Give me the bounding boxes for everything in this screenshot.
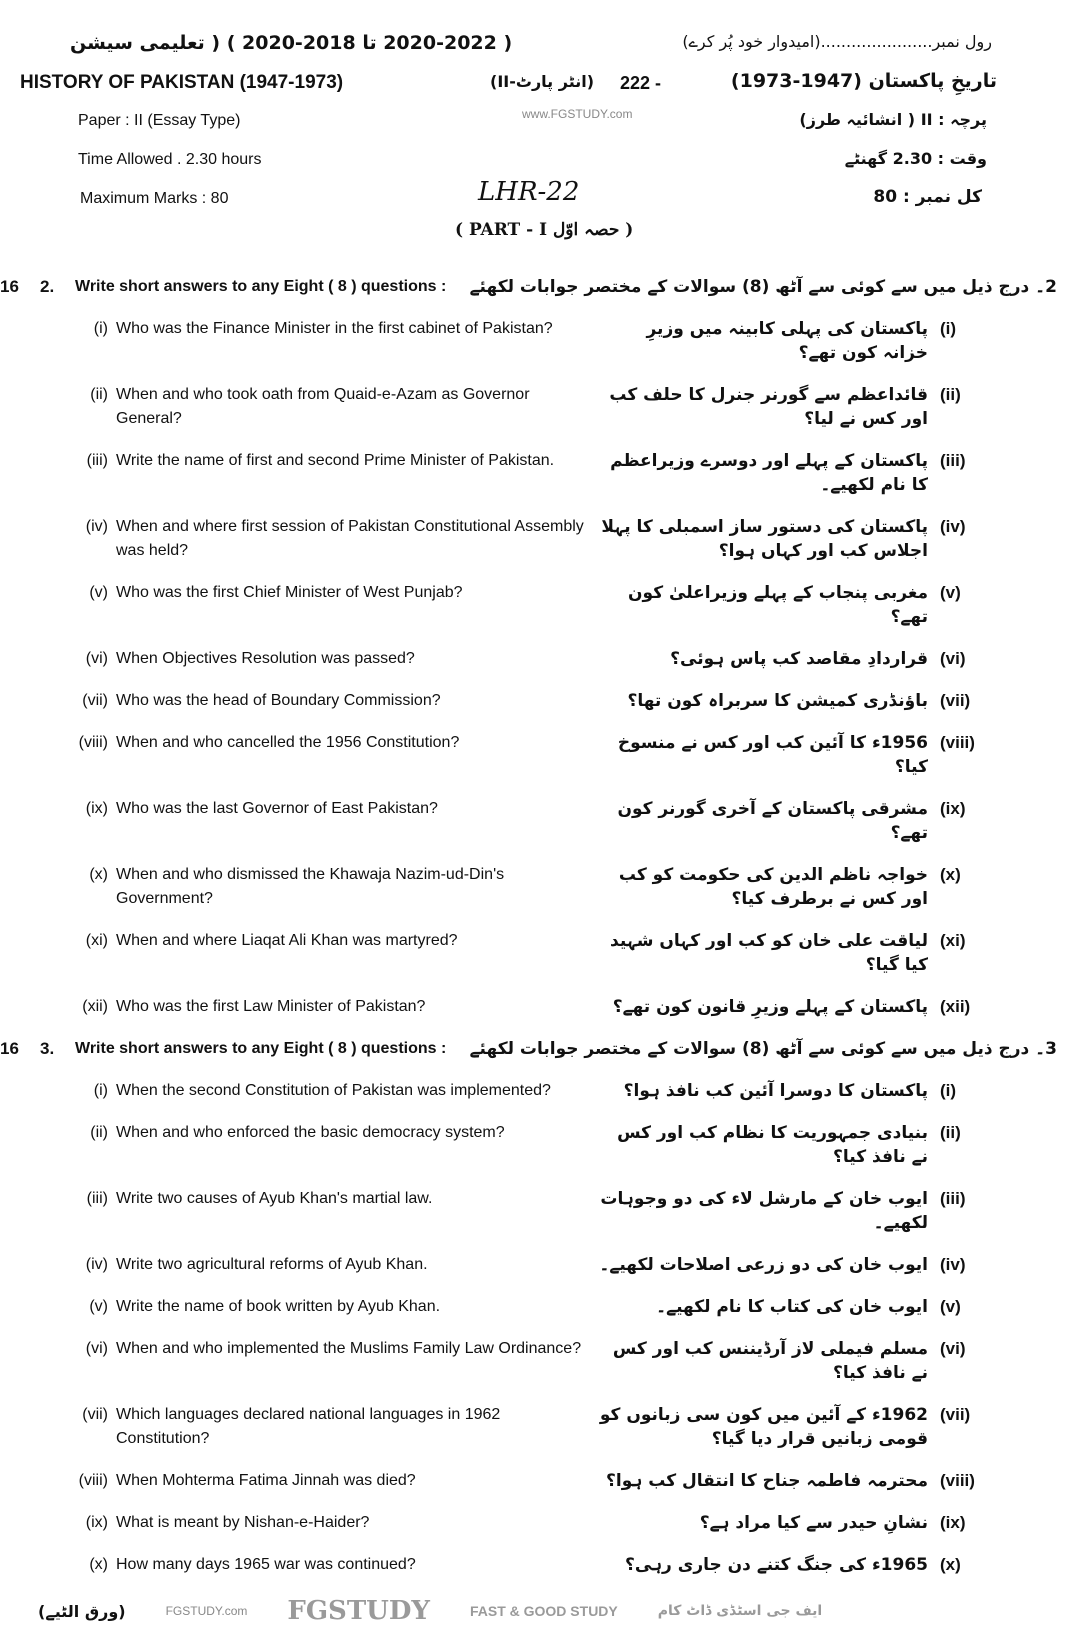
- item-number-en: (xi): [85, 932, 108, 949]
- item-text-en: When Mohterma Fatima Jinnah was died?: [116, 1472, 416, 1489]
- title-en: HISTORY OF PAKISTAN (1947-1973): [20, 72, 344, 93]
- item-text-en: Write the name of book written by Ayub Khan.: [116, 1298, 441, 1315]
- item-text-ur: لیاقت علی خان کو کب اور کہاں شہید کیا گیا؟: [610, 931, 928, 975]
- item-text-en: When Objectives Resolution was passed?: [116, 650, 415, 667]
- item-text-en: When and who enforced the basic democracy system?: [116, 1124, 505, 1141]
- item-number-en: (viii): [78, 1472, 108, 1489]
- item-text-ur: قائداعظم سے گورنر جنرل کا حلف کب اور کس نے لیا؟: [609, 385, 928, 429]
- question-item: [0, 1286, 1067, 1328]
- question-item: [0, 788, 1067, 854]
- item-text-en: When and who took oath from Quaid-e-Azam as Governor General?: [116, 386, 530, 427]
- item-number-en: (v): [89, 584, 108, 601]
- question-heading-row: [0, 1028, 1067, 1070]
- item-number-en: (iv): [85, 518, 108, 535]
- item-text-ur: پاکستان کی پہلی کابینہ میں وزیرِ خزانہ کون تھے؟: [646, 319, 928, 363]
- item-number-ur: (ix): [940, 1513, 966, 1532]
- question-item: [0, 1328, 1067, 1394]
- item-text-ur: 1965ء کی جنگ کتنے دن جاری رہی؟: [625, 1555, 928, 1575]
- item-number-ur: (vii): [940, 1405, 971, 1424]
- question-number: 2.: [40, 277, 55, 296]
- time-en: Time Allowed . 2.30 hours: [78, 151, 262, 168]
- item-text-ur: پاکستان کے پہلے وزیرِ قانون کون تھے؟: [612, 997, 928, 1017]
- question-item: [0, 1070, 1067, 1112]
- item-text-ur: پاکستان کے پہلے اور دوسرے وزیراعظم کا نام لکھیے۔: [610, 451, 928, 495]
- paper-code: 222 -: [620, 73, 662, 93]
- item-text-en: What is meant by Nishan-e-Haider?: [116, 1514, 370, 1531]
- item-number-en: (vii): [82, 692, 108, 709]
- item-text-en: Who was the Finance Minister in the first cabinet of Pakistan?: [116, 320, 553, 337]
- item-text-ur: مغربی پنجاب کے پہلے وزیراعلیٰ کون تھے؟: [628, 583, 928, 627]
- item-number-en: (x): [89, 866, 108, 883]
- site-watermark: www.FGSTUDY.com: [522, 107, 633, 121]
- item-text-en: Write the name of first and second Prime Minister of Pakistan.: [116, 452, 555, 469]
- item-number-ur: (i): [940, 1081, 957, 1100]
- session-line: ( 2020-2022 تا 2018-2020 ) ( تعلیمی سیشن: [70, 32, 513, 54]
- question-item: [0, 1460, 1067, 1502]
- item-text-ur: مسلم فیملی لاز آرڈیننس کب اور کس نے نافذ کیا؟: [612, 1339, 928, 1383]
- item-text-en: Which languages declared national languages in 1962 Constitution?: [116, 1406, 501, 1447]
- question-item: [0, 854, 1067, 920]
- item-number-en: (i): [93, 1082, 108, 1099]
- item-number-ur: (ii): [940, 385, 961, 404]
- item-number-en: (viii): [78, 734, 108, 751]
- item-text-en: When and who cancelled the 1956 Constitution?: [116, 734, 460, 751]
- item-text-ur: ایوب خان کے مارشل لاء کی دو وجوہات لکھیے۔: [600, 1189, 928, 1233]
- item-text-ur: نشانِ حیدر سے کیا مراد ہے؟: [699, 1513, 928, 1533]
- item-number-en: (ix): [85, 800, 108, 817]
- item-number-ur: (x): [940, 1555, 961, 1574]
- item-text-en: Who was the first Chief Minister of West Punjab?: [116, 584, 463, 601]
- marks-en: Maximum Marks : 80: [80, 190, 229, 207]
- question-item: [0, 1394, 1067, 1460]
- question-item: [0, 572, 1067, 638]
- item-text-en: When and who dismissed the Khawaja Nazim-ud-Din's Government?: [116, 866, 505, 907]
- paper-en: Paper : II (Essay Type): [78, 112, 241, 129]
- item-text-ur: 1956ء کا آئین کب اور کس نے منسوخ کیا؟: [617, 733, 928, 777]
- item-text-ur: پاکستان کا دوسرا آئین کب نافذ ہوا؟: [623, 1081, 928, 1101]
- question-item: [0, 680, 1067, 722]
- question-heading-row: [0, 266, 1067, 308]
- item-text-ur: مشرقی پاکستان کے آخری گورنر کون تھے؟: [617, 799, 928, 843]
- question-number: 3.: [40, 1039, 55, 1058]
- item-text-ur: 1962ء کے آئین میں کون سی زبانوں کو قومی زبانیں قرار دیا گیا؟: [599, 1405, 928, 1449]
- site-watermark: FGSTUDY.com: [165, 1604, 248, 1618]
- part-label: ( PART - I حصہ اوّل ): [455, 220, 634, 240]
- item-number-en: (v): [89, 1298, 108, 1315]
- item-text-en: When and where Liaqat Ali Khan was martyred?: [116, 932, 458, 949]
- item-number-ur: (xii): [940, 997, 971, 1016]
- question-marks: 16: [0, 277, 19, 296]
- item-number-ur: (viii): [940, 1471, 975, 1490]
- item-number-en: (vi): [85, 650, 108, 667]
- item-number-ur: (vii): [940, 691, 971, 710]
- question-heading-en: Write short answers to any Eight ( 8 ) questions :: [75, 278, 447, 295]
- urdu-watermark: ایف جی اسٹڈی ڈاٹ کام: [657, 1603, 823, 1619]
- question-item: [0, 920, 1067, 986]
- item-text-en: Who was the last Governor of East Pakistan?: [116, 800, 438, 817]
- item-number-en: (vii): [82, 1406, 108, 1423]
- question-item: [0, 1178, 1067, 1244]
- fgstudy-logo-watermark: FGSTUDY: [287, 1596, 430, 1626]
- item-number-en: (iii): [86, 452, 108, 469]
- question-item: [0, 638, 1067, 680]
- item-number-en: (vi): [85, 1340, 108, 1357]
- item-text-ur: خواجہ ناظم الدین کی حکومت کو کب اور کس نے برطرف کیا؟: [618, 865, 928, 909]
- question-item: [0, 440, 1067, 506]
- item-number-ur: (v): [940, 583, 961, 602]
- item-number-en: (i): [93, 320, 108, 337]
- item-text-en: How many days 1965 war was continued?: [116, 1556, 416, 1573]
- question-item: [0, 308, 1067, 374]
- item-text-en: Who was the first Law Minister of Pakistan?: [116, 998, 426, 1015]
- question-item: [0, 722, 1067, 788]
- item-text-ur: ایوب خان کی کتاب کا نام لکھیے۔: [656, 1297, 928, 1317]
- title-ur: تاریخِ پاکستان (1947-1973): [730, 70, 997, 92]
- question-item: [0, 1544, 1067, 1586]
- question-marks: 16: [0, 1039, 19, 1058]
- item-text-ur: محترمہ فاطمہ جناح کا انتقال کب ہوا؟: [606, 1471, 928, 1491]
- question-item: [0, 986, 1067, 1028]
- item-text-en: Write two causes of Ayub Khan's martial law.: [116, 1190, 433, 1207]
- questions: [0, 266, 1067, 1640]
- item-number-ur: (iii): [940, 451, 966, 470]
- footer-row: [0, 1586, 1067, 1640]
- item-text-ur: قراردادِ مقاصد کب پاس ہوئی؟: [670, 649, 928, 669]
- item-text-ur: ایوب خان کی دو زرعی اصلاحات لکھیے۔: [599, 1255, 928, 1275]
- item-number-ur: (ii): [940, 1123, 961, 1142]
- item-number-ur: (vi): [940, 649, 966, 668]
- item-number-ur: (i): [940, 319, 957, 338]
- item-number-en: (ix): [85, 1514, 108, 1531]
- item-number-ur: (iii): [940, 1189, 966, 1208]
- question-heading-ur: 3۔ درج ذیل میں سے کوئی سے آٹھ (8) سوالات کے مختصر جوابات لکھئے: [469, 1039, 1057, 1059]
- tagline-watermark: FAST & GOOD STUDY: [469, 1603, 618, 1619]
- board-code: LHR-22: [478, 177, 580, 207]
- item-text-en: When the second Constitution of Pakistan was implemented?: [116, 1082, 551, 1099]
- inter-part: (انٹر پارٹ-II): [490, 72, 595, 91]
- item-text-en: When and where first session of Pakistan Constitutional Assembly was held?: [116, 518, 584, 559]
- question-item: [0, 1502, 1067, 1544]
- question-item: [0, 1244, 1067, 1286]
- time-ur: وقت : 2.30 گھنٹے: [844, 149, 987, 168]
- item-number-ur: (iv): [940, 1255, 966, 1274]
- item-number-ur: (vi): [940, 1339, 966, 1358]
- item-number-ur: (viii): [940, 733, 975, 752]
- item-number-ur: (iv): [940, 517, 966, 536]
- item-text-ur: پاکستان کی دستور ساز اسمبلی کا پہلا اجلاس کب اور کہاں ہوا؟: [601, 517, 928, 561]
- marks-ur: کل نمبر : 80: [873, 187, 982, 207]
- item-number-ur: (ix): [940, 799, 966, 818]
- item-number-ur: (x): [940, 865, 961, 884]
- item-text-ur: باؤنڈری کمیشن کا سربراہ کون تھا؟: [627, 691, 928, 711]
- question-item: [0, 374, 1067, 440]
- item-text-en: When and who implemented the Muslims Family Law Ordinance?: [116, 1340, 582, 1357]
- turn-over-note: (ورق الٹیے): [38, 1601, 126, 1621]
- paper-ur: پرچہ : II ( انشائیہ طرز): [799, 110, 987, 129]
- item-number-ur: (v): [940, 1297, 961, 1316]
- item-text-en: Write two agricultural reforms of Ayub Khan.: [116, 1256, 428, 1273]
- question-item: [0, 1112, 1067, 1178]
- question-heading-ur: 2۔ درج ذیل میں سے کوئی سے آٹھ (8) سوالات کے مختصر جوابات لکھئے: [469, 277, 1057, 297]
- item-number-en: (x): [89, 1556, 108, 1573]
- question-item: [0, 506, 1067, 572]
- item-number-ur: (xi): [940, 931, 966, 950]
- item-number-en: (iii): [86, 1190, 108, 1207]
- item-number-en: (ii): [90, 386, 108, 403]
- roll-number: رول نمبر......................(امیدوار خود پُر کرے): [682, 32, 992, 51]
- item-number-en: (xii): [82, 998, 108, 1015]
- question-heading-en: Write short answers to any Eight ( 8 ) questions :: [75, 1040, 447, 1057]
- item-text-en: Who was the head of Boundary Commission?: [116, 692, 441, 709]
- item-number-en: (ii): [90, 1124, 108, 1141]
- item-number-en: (iv): [85, 1256, 108, 1273]
- item-text-ur: بنیادی جمہوریت کا نظام کب اور کس نے نافذ کیا؟: [617, 1123, 928, 1167]
